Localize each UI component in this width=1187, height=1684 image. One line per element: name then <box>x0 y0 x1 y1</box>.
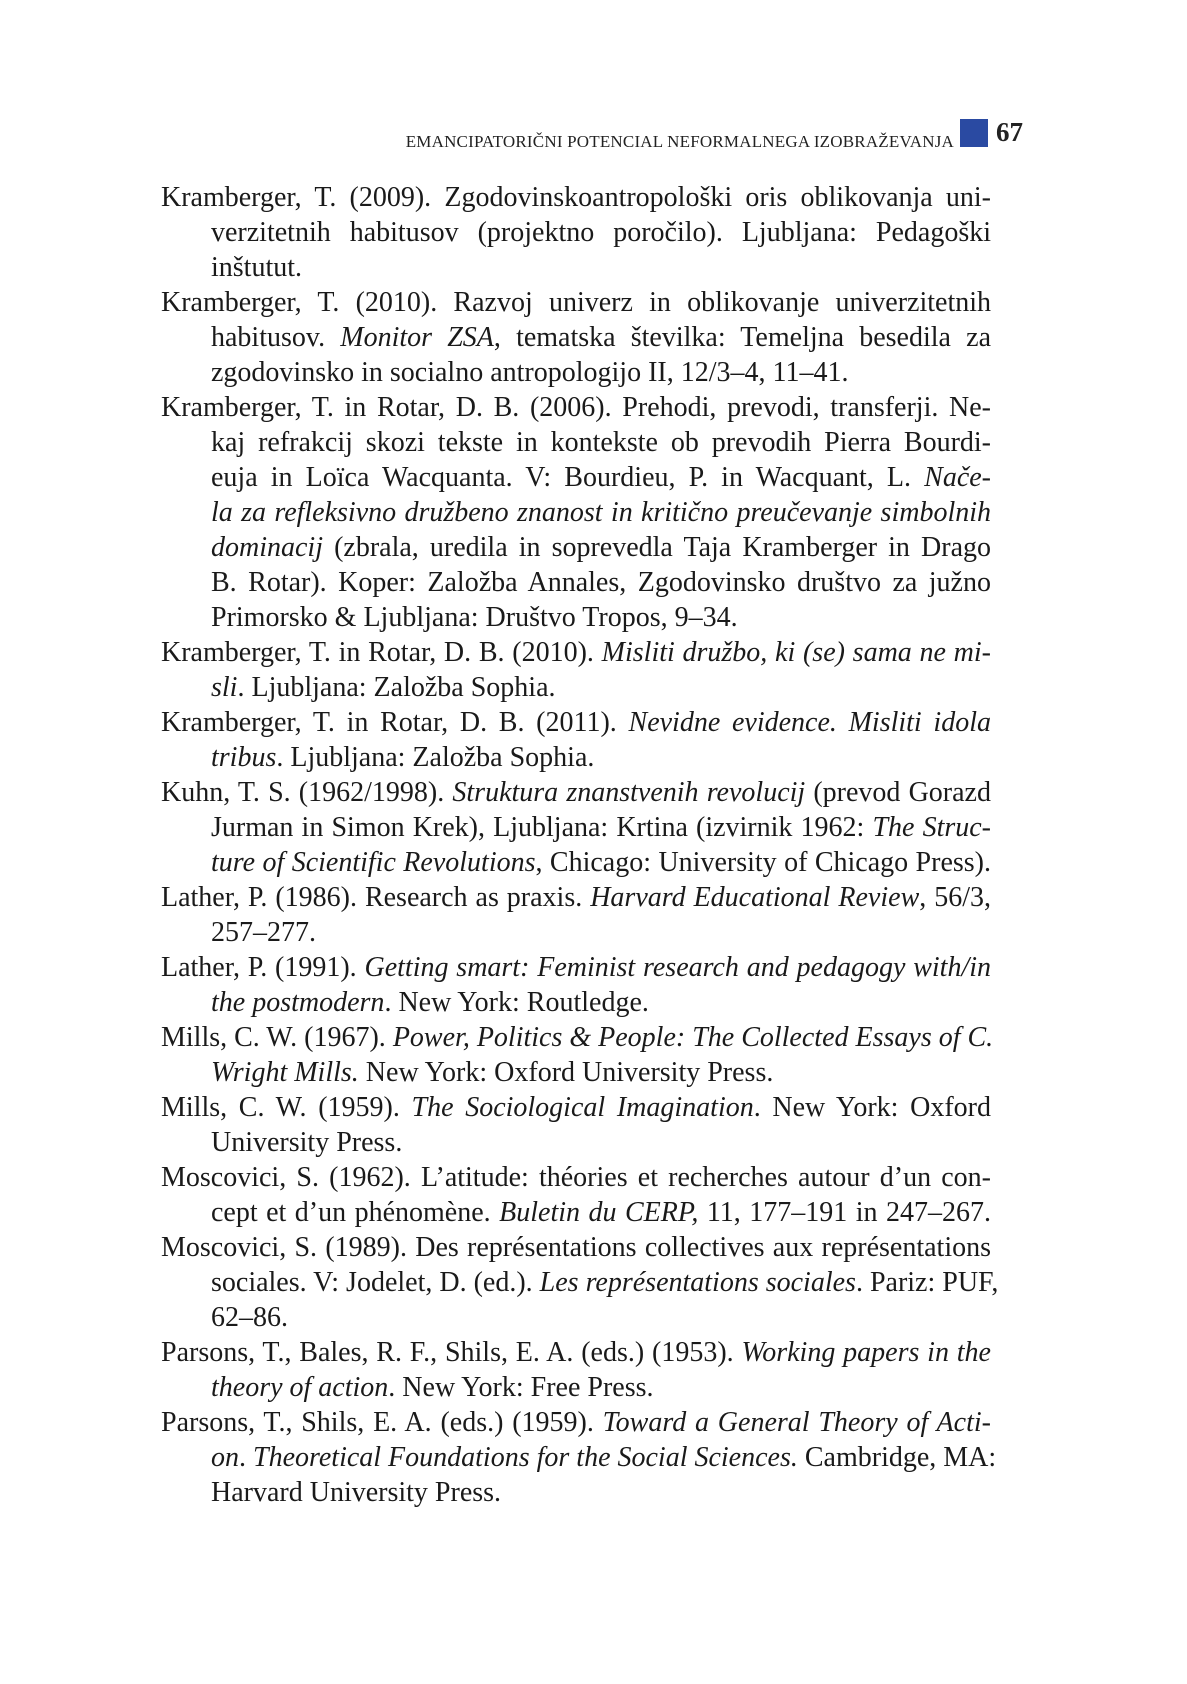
reference-text: zgodovinsko in socialno antropologijo II, 12/3–4, 11–41. <box>211 357 849 388</box>
reference-list <box>161 180 999 1510</box>
reference-text: sociales. V: Jodelet, D. (ed.). <box>211 1267 540 1298</box>
reference-text: Mills, C. W. (1967). <box>161 1022 393 1053</box>
reference-line <box>161 950 991 985</box>
reference-text: (zbrala, uredila in soprevedla Taja Kramberger in Drago <box>323 532 991 563</box>
reference-entry <box>161 950 991 1020</box>
reference-text: . Ljubljana: Založba Sophia. <box>237 672 556 703</box>
italic-title-text: Misliti družbo, ki (se) sama ne mi- <box>601 637 992 668</box>
accent-square-icon <box>960 119 988 147</box>
reference-line <box>161 1370 991 1405</box>
italic-title-text: Power, Politics & People: The Collected Essays of C. <box>392 1022 994 1053</box>
italic-title-text: Struktura znanstvenih revolucij <box>452 777 806 808</box>
italic-title-text: Les représentations sociales <box>539 1267 856 1298</box>
reference-text: Parsons, T., Bales, R. F., Shils, E. A. (eds.) (1953). <box>161 1337 742 1368</box>
reference-text: B. Rotar). Koper: Založba Annales, Zgodovinsko društvo za južno <box>211 567 991 598</box>
reference-line <box>161 320 991 355</box>
reference-text: Harvard University Press. <box>211 1477 502 1508</box>
reference-line <box>161 1020 994 1055</box>
italic-title-text: the postmodern <box>211 987 385 1018</box>
reference-entry <box>161 635 991 705</box>
italic-title-text: tribus <box>211 742 277 773</box>
reference-entry <box>161 1405 997 1510</box>
reference-text: Kramberger, T. in Rotar, D. B. (2006). Prehodi, prevodi, transferji. Ne- <box>161 392 991 423</box>
reference-entry <box>161 775 991 880</box>
reference-entry <box>161 180 991 285</box>
reference-line <box>161 390 991 425</box>
reference-text: . New York: Routledge. <box>384 987 649 1018</box>
italic-title-text: Working papers in the <box>741 1337 991 1368</box>
page-number: 67 <box>996 117 1023 147</box>
italic-title-text: ture of Scientific Revolutions <box>211 847 536 878</box>
reference-line <box>161 635 991 670</box>
reference-line <box>161 705 991 740</box>
italic-title-text: sli <box>211 672 238 703</box>
reference-text: Lather, P. (1986). Research as praxis. <box>161 882 591 913</box>
reference-entry <box>161 1160 991 1230</box>
reference-line <box>161 810 991 845</box>
reference-entry <box>161 880 991 950</box>
reference-line <box>161 1160 991 1195</box>
reference-text: . New York: Oxford <box>753 1092 991 1123</box>
reference-entry <box>161 390 991 635</box>
reference-text: Mills, C. W. (1959). <box>161 1092 412 1123</box>
reference-text: Parsons, T., Shils, E. A. (eds.) (1959). <box>161 1407 603 1438</box>
reference-line <box>161 845 991 880</box>
italic-title-text: Toward a General Theory of Acti- <box>602 1407 991 1438</box>
italic-title-text: The Sociological Imagination <box>411 1092 754 1123</box>
reference-text: cept et d’un phénomène. <box>211 1197 500 1228</box>
reference-line <box>161 1195 991 1230</box>
italic-title-text: dominacij <box>211 532 323 563</box>
reference-line <box>161 425 991 460</box>
reference-text: Kramberger, T. in Rotar, D. B. (2011). <box>161 707 629 738</box>
reference-entry <box>161 1335 991 1405</box>
reference-text: Kuhn, T. S. (1962/1998). <box>161 777 453 808</box>
reference-text: 11, 177–191 in 247–267. <box>698 1197 991 1228</box>
reference-text: euja in Loïca Wacquanta. V: Bourdieu, P. in Wacquant, L. <box>211 462 925 493</box>
reference-line <box>161 1300 991 1335</box>
reference-text: , tematska številka: Temeljna besedila za <box>493 322 991 353</box>
reference-line <box>161 740 991 775</box>
reference-line <box>161 915 991 950</box>
reference-text: . <box>239 1442 253 1473</box>
reference-text: 257–277. <box>211 917 316 948</box>
reference-line <box>161 600 991 635</box>
reference-line <box>161 1475 991 1510</box>
reference-text: Kramberger, T. (2009). Zgodovinskoantropološki oris oblikovanja uni- <box>161 182 991 213</box>
reference-entry <box>161 705 991 775</box>
reference-line <box>161 1440 997 1475</box>
italic-title-text: Monitor ZSA <box>340 322 494 353</box>
reference-line <box>161 250 991 285</box>
reference-entry <box>161 1090 991 1160</box>
reference-text: Primorsko & Ljubljana: Društvo Tropos, 9–34. <box>211 602 738 633</box>
running-title: EMANCIPATORIČNI POTENCIAL NEFORMALNEGA IZOBRAŽEVANJA <box>405 132 954 151</box>
reference-line <box>161 1055 991 1090</box>
reference-line <box>161 285 991 320</box>
italic-title-text: Getting smart: Feminist research and pedagogy with/in <box>364 952 991 983</box>
reference-text: Moscovici, S. (1989). Des représentations collectives aux représentations <box>161 1232 991 1263</box>
reference-line <box>161 460 991 495</box>
reference-line <box>161 1230 991 1265</box>
reference-text: Moscovici, S. (1962). L’atitude: théories et recherches autour d’un con- <box>161 1162 991 1193</box>
reference-text: New York: Oxford University Press. <box>358 1057 774 1088</box>
reference-text: Lather, P. (1991). <box>161 952 365 983</box>
italic-title-text: theory of action <box>211 1372 389 1403</box>
reference-line <box>161 1125 991 1160</box>
reference-text: University Press. <box>211 1127 403 1158</box>
reference-text: habitusov. <box>211 322 341 353</box>
reference-line <box>161 1265 999 1300</box>
reference-text: kaj refrakcij skozi tekste in kontekste ob prevodih Pierra Bourdi- <box>211 427 991 458</box>
italic-title-text: Nače- <box>924 462 991 493</box>
italic-title-text: Nevidne evidence. Misliti idola <box>628 707 991 738</box>
italic-title-text: The Struc- <box>872 812 991 843</box>
reference-text: Kramberger, T. (2010). Razvoj univerz in oblikovanje univerzitetnih <box>161 287 991 318</box>
reference-line <box>161 495 991 530</box>
reference-text: , Chicago: University of Chicago Press). <box>535 847 992 878</box>
reference-line <box>161 355 991 390</box>
reference-line <box>161 670 991 705</box>
italic-title-text: Harvard Educational Review <box>590 882 920 913</box>
reference-text: (prevod Gorazd <box>805 777 991 808</box>
reference-line <box>161 985 991 1020</box>
italic-title-text: on <box>211 1442 239 1473</box>
reference-text: Cambridge, MA: <box>797 1442 997 1473</box>
reference-text: Kramberger, T. in Rotar, D. B. (2010). <box>161 637 602 668</box>
reference-text: Jurman in Simon Krek), Ljubljana: Krtina (izvirnik 1962: <box>211 812 873 843</box>
reference-line <box>161 1335 991 1370</box>
reference-text: 62–86. <box>211 1302 288 1333</box>
italic-title-text: Wright Mills. <box>211 1057 359 1088</box>
italic-title-text: Theoretical Foundations for the Social Sciences. <box>253 1442 798 1473</box>
reference-text: . New York: Free Press. <box>388 1372 654 1403</box>
reference-line <box>161 565 991 600</box>
reference-line <box>161 880 991 915</box>
reference-entry <box>161 1230 999 1335</box>
reference-line <box>161 180 991 215</box>
reference-line <box>161 215 991 250</box>
italic-title-text: la za refleksivno družbeno znanost in kritično preučevanje simbolnih <box>211 497 991 528</box>
italic-title-text: Buletin du CERP, <box>499 1197 699 1228</box>
reference-text: verzitetnih habitusov (projektno poročilo). Ljubljana: Pedagoški <box>211 217 991 248</box>
reference-entry <box>161 285 991 390</box>
reference-line <box>161 530 991 565</box>
reference-text: , 56/3, <box>919 882 991 913</box>
reference-text: inštutut. <box>211 252 303 283</box>
reference-text: . Ljubljana: Založba Sophia. <box>276 742 595 773</box>
reference-line <box>161 775 991 810</box>
reference-text: . Pariz: PUF, <box>855 1267 999 1298</box>
reference-entry <box>161 1020 994 1090</box>
reference-line <box>161 1090 991 1125</box>
reference-line <box>161 1405 991 1440</box>
